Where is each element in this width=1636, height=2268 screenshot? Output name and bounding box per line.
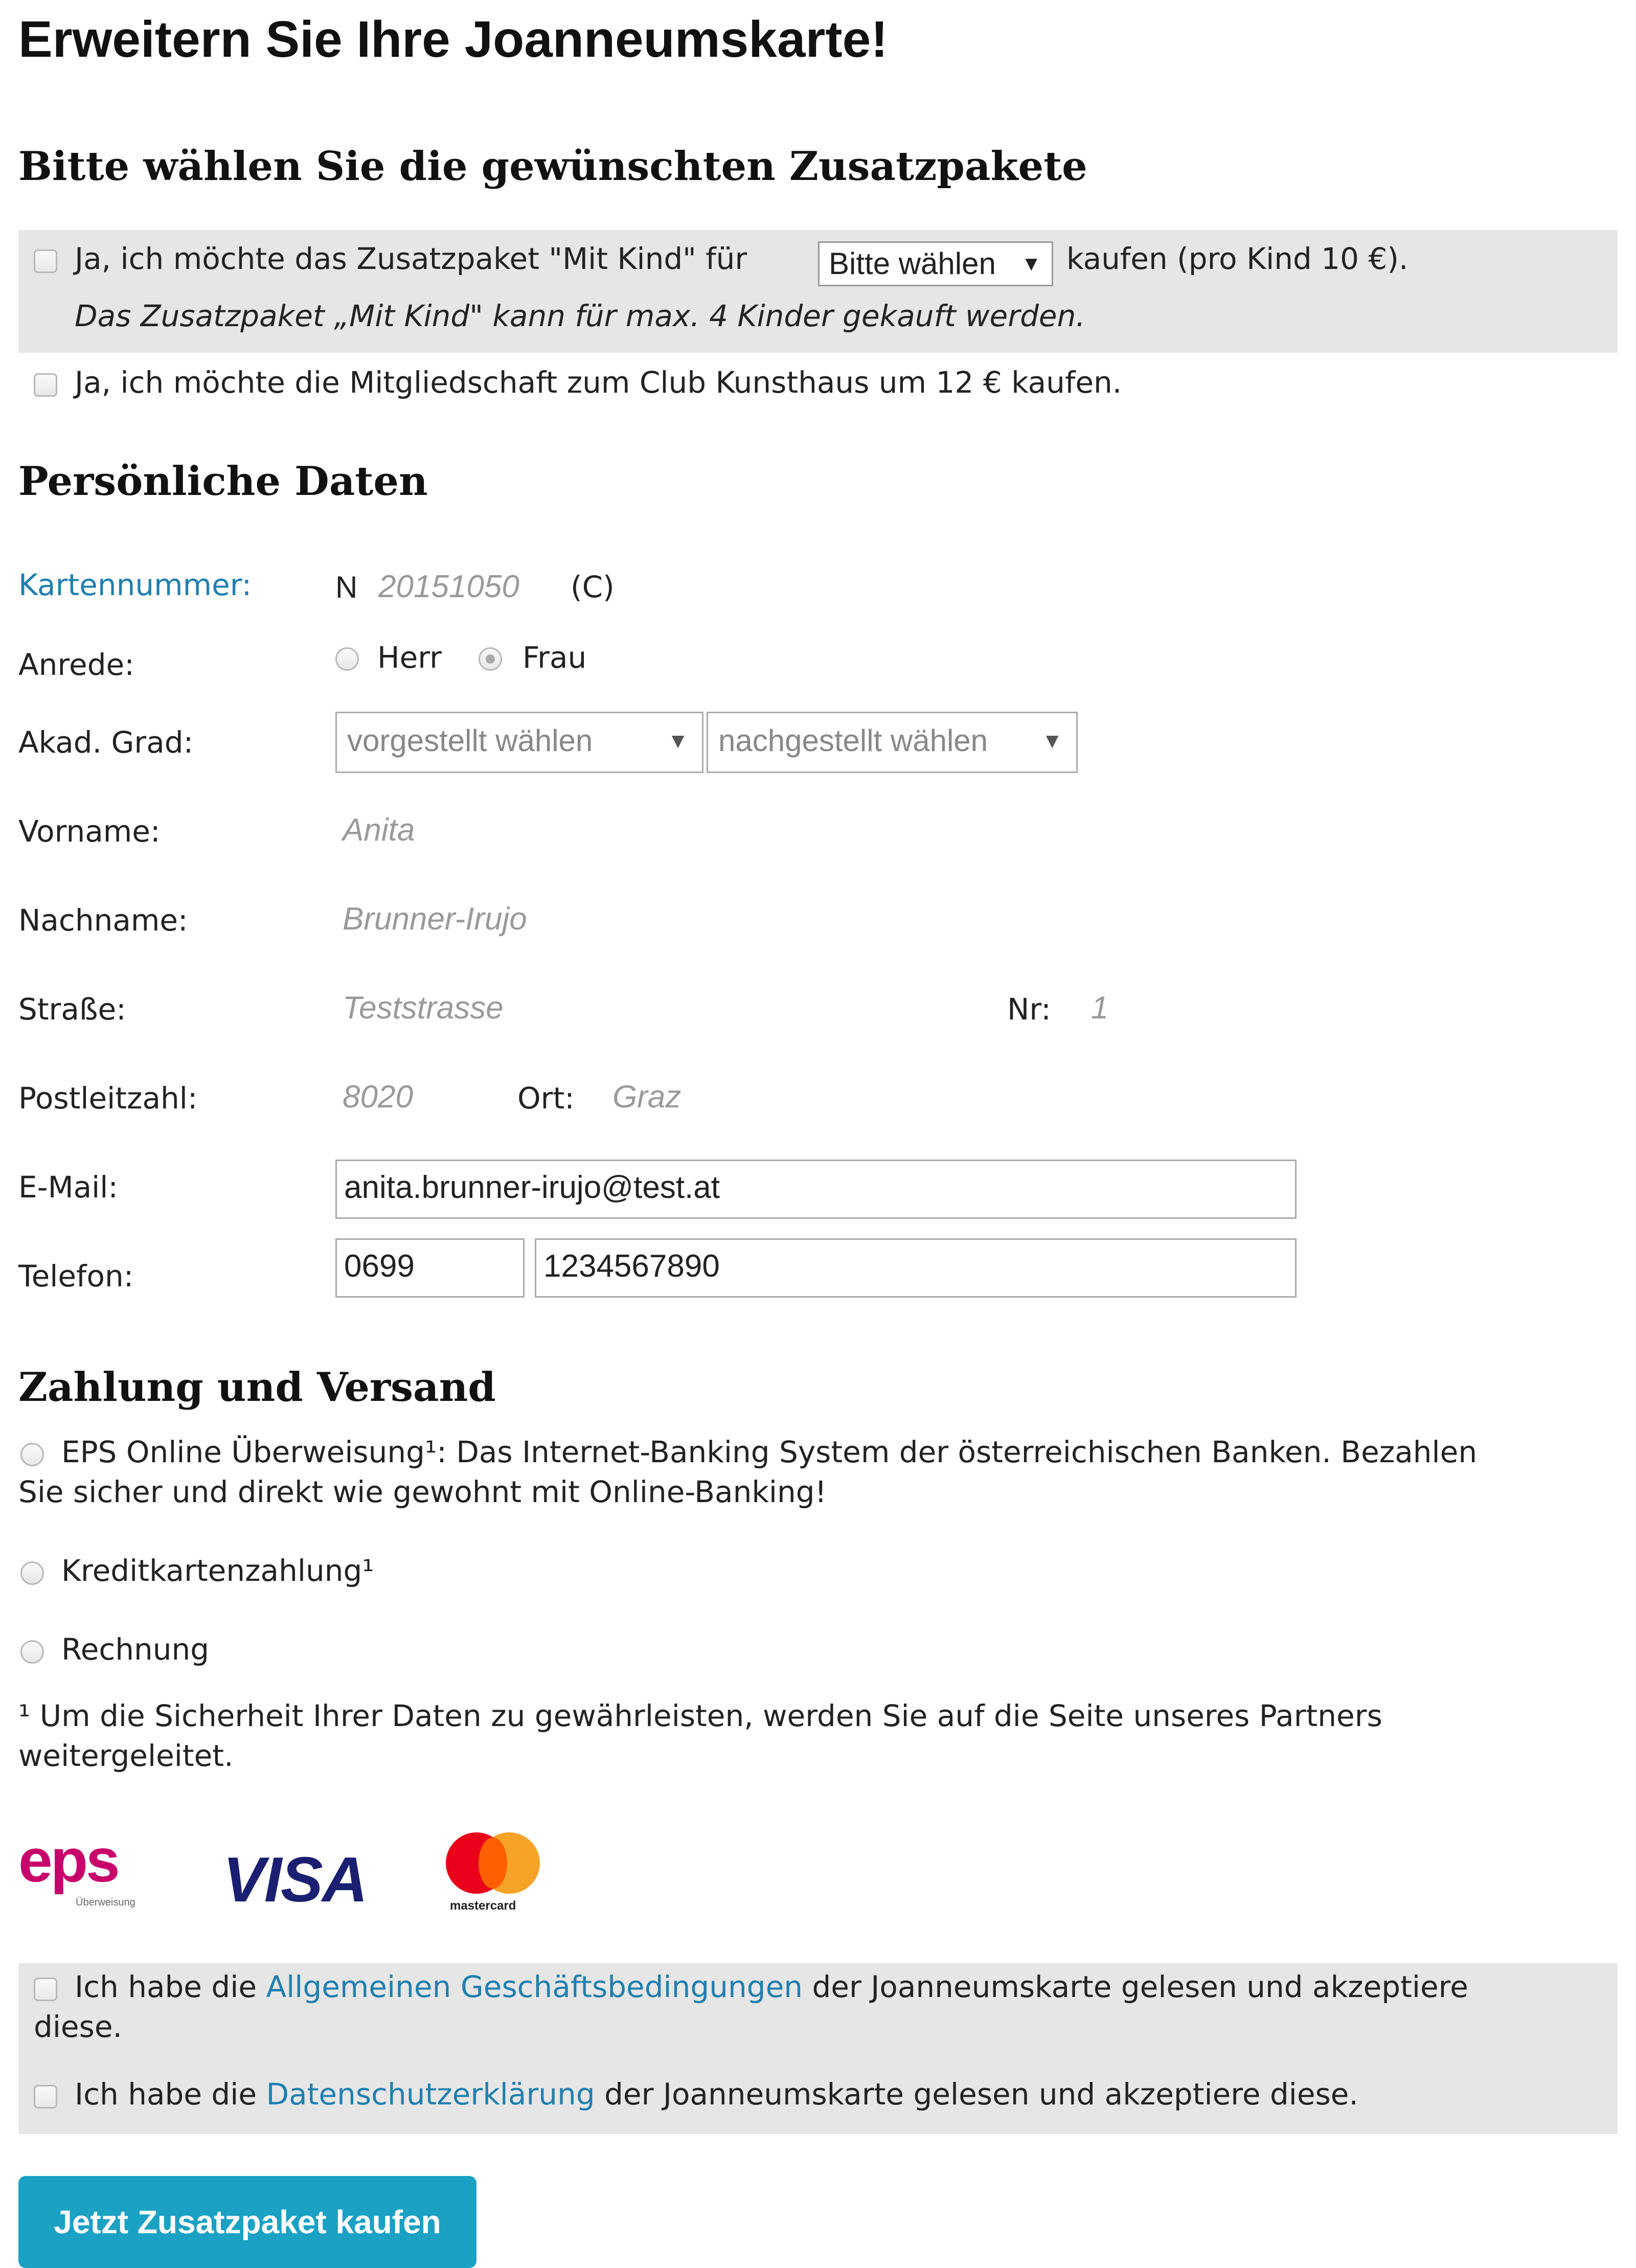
mastercard-logo [443, 1832, 545, 1914]
house-number-label: Nr: [1007, 992, 1051, 1027]
mastercard-logo-text: mastercard [450, 1899, 516, 1913]
firstname-label: Vorname: [18, 814, 161, 849]
privacy-prefix: Ich habe die [75, 2077, 257, 2112]
buy-addon-button[interactable]: Jetzt Zusatzpaket kaufen [18, 2176, 476, 2268]
degree-post-select[interactable] [707, 712, 1078, 773]
card-number-value: 20151050 [378, 569, 519, 604]
email-label: E-Mail: [18, 1170, 118, 1205]
payment-credit-radio[interactable] [20, 1561, 44, 1585]
phone-prefix-field[interactable]: 0699 [335, 1238, 525, 1298]
child-addon-prefix: Ja, ich möchte das Zusatzpaket "Mit Kind" für [75, 241, 747, 276]
salutation-label: Anrede: [18, 647, 134, 682]
degree-pre-value: vorgestellt wählen [347, 723, 593, 758]
payment-invoice-label: Rechnung [61, 1632, 210, 1667]
card-prefix: N [335, 570, 358, 604]
zip-label: Postleitzahl: [18, 1081, 198, 1116]
agb-prefix: Ich habe die [75, 1969, 257, 2004]
salutation-frau-radio[interactable] [479, 647, 502, 671]
payment-note-line2: weitergeleitet. [18, 1738, 234, 1773]
privacy-link[interactable]: Datenschutzerklärung [266, 2077, 595, 2112]
agb-link[interactable]: Allgemeinen Geschäftsbedingungen [266, 1969, 803, 2004]
degree-post-value: nachgestellt wählen [718, 723, 988, 758]
city-value: Graz [612, 1079, 681, 1115]
page-title: Erweitern Sie Ihre Joanneumskarte! [18, 11, 888, 68]
phone-label: Telefon: [18, 1259, 134, 1294]
payment-eps-line2: Sie sicher und direkt wie gewohnt mit Online-Banking! [18, 1475, 827, 1509]
mastercard-overlap [479, 1838, 507, 1889]
lastname-label: Nachname: [18, 903, 188, 938]
chevron-down-icon: ▼ [1041, 729, 1063, 753]
payment-credit-label: Kreditkartenzahlung¹ [61, 1553, 374, 1588]
eps-logo [18, 1825, 162, 1912]
email-field[interactable]: anita.brunner-irujo@test.at [335, 1160, 1297, 1219]
privacy-suffix: der Joanneumskarte gelesen und akzeptiere diese. [604, 2077, 1358, 2112]
card-suffix: (C) [571, 570, 615, 604]
privacy-line [75, 2077, 1358, 2112]
child-addon-suffix: kaufen (pro Kind 10 €). [1066, 241, 1408, 276]
card-number-label[interactable]: Kartennummer: [18, 568, 252, 602]
chevron-down-icon: ▼ [1021, 253, 1041, 275]
agb-line [75, 1969, 1468, 2004]
salutation-frau-label: Frau [522, 640, 587, 675]
club-checkbox[interactable] [34, 373, 57, 397]
street-label: Straße: [18, 992, 126, 1027]
agb-line2: diese. [34, 2009, 122, 2044]
payment-eps-line1: EPS Online Überweisung¹: Das Internet-Banking System der österreichischen Banken. Bezahlen [61, 1435, 1478, 1469]
chevron-down-icon: ▼ [667, 729, 689, 753]
lastname-value: Brunner-Irujo [343, 901, 527, 937]
degree-label: Akad. Grad: [18, 725, 194, 760]
personal-heading: Persönliche Daten [18, 458, 428, 505]
payment-note-line1: ¹ Um die Sicherheit Ihrer Daten zu gewährleisten, werden Sie auf die Seite unseres Partners [18, 1698, 1382, 1733]
child-addon-note: Das Zusatzpaket „Mit Kind" kann für max. 4 Kinder gekauft werden. [75, 299, 1085, 333]
payment-invoice-radio[interactable] [20, 1640, 44, 1664]
salutation-herr-label: Herr [377, 640, 442, 675]
child-count-select[interactable] [818, 241, 1053, 286]
privacy-checkbox[interactable] [34, 2085, 57, 2108]
payment-heading: Zahlung und Versand [18, 1364, 496, 1411]
payment-eps-radio[interactable] [20, 1443, 44, 1466]
salutation-herr-radio[interactable] [335, 647, 359, 671]
child-addon-checkbox[interactable] [34, 250, 57, 273]
child-count-value: Bitte wählen [829, 246, 996, 281]
street-value: Teststrasse [343, 990, 504, 1026]
eps-logo-text: eps [18, 1826, 118, 1895]
eps-logo-subtext: Überweisung [76, 1897, 135, 1908]
visa-logo: VISA [223, 1845, 367, 1915]
degree-pre-select[interactable] [335, 712, 703, 773]
city-label: Ort: [517, 1081, 575, 1116]
agb-suffix: der Joanneumskarte gelesen und akzeptiere [812, 1969, 1468, 2004]
phone-number-field[interactable]: 1234567890 [535, 1238, 1297, 1298]
club-label: Ja, ich möchte die Mitgliedschaft zum Club Kunsthaus um 12 € kaufen. [75, 365, 1122, 400]
addons-heading: Bitte wählen Sie die gewünschten Zusatzpakete [18, 143, 1087, 190]
house-number-value: 1 [1091, 990, 1109, 1026]
firstname-value: Anita [343, 812, 415, 848]
agb-checkbox[interactable] [34, 1978, 57, 2001]
zip-value: 8020 [343, 1079, 413, 1115]
